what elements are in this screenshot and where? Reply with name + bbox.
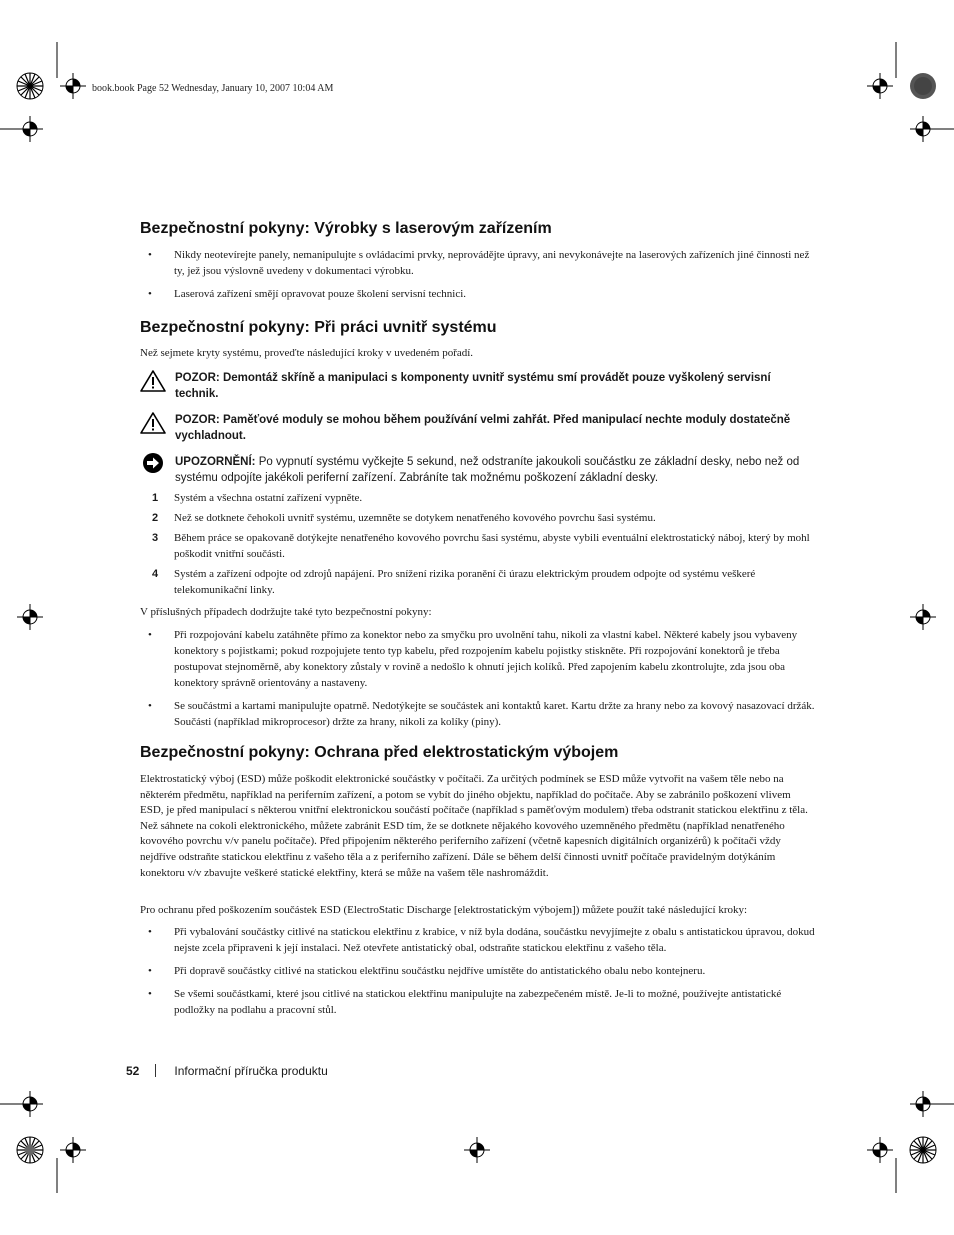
step-text: Než se dotknete čehokoli uvnitř systému, uzemněte se dotykem nenatřeného kovového povrchu šasi systému. [174,512,656,524]
step-number: 2 [152,512,159,524]
esd-paragraph-1: Elektrostatický výboj (ESD) může poškodit elektronické součástky v počítači. Za určitých podmínek se ESD může vytvořit na vašem těle nebo na některém předmětu, například na periferním zařízení, a potom se vybít do jiného objektu, například do počítače. Aby se zabránilo poškození vlivem ESD, je před manipulací s některou vnitřní elektronickou součástí počítače (například s paměťovým modulem) třeba odstranit statickou elektřinu z těla. Než sáhnete na cokoli elektronického, můžete zabránit ESD tím, že se dotknete nějakého kovového uzemněného předmětu (například nenatřeného kovového povrchu v/v panelu počítače). Před připojením některého periferního zařízení (včetně kapesních digitálních organizérů) k počítači vždy nejdříve odstraňte statickou elektřinu z vašeho těla a z periferního zařízení. Dále se během delší činnosti uvnitř počítače pravidelným dotýkáním konektoru v/v zbavujte veškeré statické elektřiny, která se může na vašem těle nashromáždit. [140,773,808,879]
section-heading-inside-system: Bezpečnostní pokyny: Při práci uvnitř systému [140,319,497,336]
list-item [140,530,820,562]
caution-notice-2 [140,412,800,444]
laser-bullet-list [140,247,820,309]
caution-label: POZOR: [175,414,220,426]
warning-triangle-icon [140,412,166,434]
list-item: • Nikdy neotevírejte panely, nemanipulujte s ovládacími prvky, neprovádějte úpravy, ani nevykonávejte na laserových zařízeních jiné činnosti než ty, jež jsou výslovně uvedeny v dokumentaci výrobku. [140,247,820,279]
steps-list [140,490,820,602]
esd-bullet-list [140,924,820,1025]
list-item: • Při vybalování součástky citlivé na statickou elektřinu z krabice, v níž byla dodána, součástku nevyjímejte z obalu s antistatickou úpravou, dokud nejste zcela připraveni k její instalaci. Než otevřete antistatický obal, odstraňte statickou elektřinu z vašeho těla. [140,924,820,956]
page-number: 52 [126,1064,140,1078]
step-number: 1 [152,492,159,504]
list-item: • Se všemi součástkami, které jsou citlivé na statickou elektřinu manipulujte na zabezpečeném místě. Je-li to možné, používejte antistatické podložky na podlahu a pracovní stůl. [140,986,820,1018]
caution-text: Demontáž skříně a manipulaci s komponenty uvnitř systému smí provádět pouze vyškolený servisní technik. [175,372,771,400]
step-number: 3 [152,532,159,544]
list-item [140,490,820,506]
step-text: Systém a všechna ostatní zařízení vypněte. [174,492,363,504]
list-item: • Laserová zařízení smějí opravovat pouze školení servisní technici. [140,286,820,302]
caution-text: Paměťové moduly se mohou během používání velmi zahřát. Před manipulací nechte moduly dostatečně vychladnout. [175,414,791,442]
page-footer [126,1064,328,1078]
also-intro-text: V příslušných případech dodržujte také tyto bezpečnostní pokyny: [140,606,432,618]
print-header: book.book Page 52 Wednesday, January 10, 2007 10:04 AM [92,83,334,94]
list-item: • Při dopravě součástky citlivé na statickou elektřinu součástku nejdříve umístěte do antistatického obalu nebo kontejneru. [140,963,820,979]
list-item: • Při rozpojování kabelu zatáhněte přímo za konektor nebo za smyčku pro uvolnění tahu, nikoli za vlastní kabel. Některé kabely jsou vybaveny konektory s pojistkami; pokud rozpojujete tento typ kabelu, před rozpojením kabelu pojistky stiskněte. Při rozpojování konektorů je třeba postupovat stejnoměrně, aby konektory zůstaly v rovině a nedošlo k ohnutí jejich kolíků. Před zapojením kabelu zkontrolujte, zda jsou oba konektory správně orientovány a nastaveny. [140,627,820,691]
esd-paragraph-2: Pro ochranu před poškozením součástek ESD (ElectroStatic Discharge [elektrostatickým výbojem]) můžete použít také následující kroky: [140,904,748,916]
caution-notice-1 [140,370,800,402]
footer-title: Informační příručka produktu [174,1064,328,1078]
section-heading-esd: Bezpečnostní pokyny: Ochrana před elektrostatickým výbojem [140,744,619,761]
warning-triangle-icon [140,370,166,392]
intro-text: Než sejmete kryty systému, proveďte následující kroky v uvedeném pořadí. [140,347,474,359]
list-item [140,510,820,526]
notice-text: Po vypnutí systému vyčkejte 5 sekund, než odstraníte jakoukoli součástku ze základní desky, nebo než od systému odpojíte jakékoli periferní zařízení. Zabráníte tak možnému poškození základní desky. [175,456,800,484]
list-item [140,566,820,598]
inside-system-bullet-list [140,627,820,737]
step-text: Během práce se opakovaně dotýkejte nenatřeného kovového povrchu šasi systému, abyste vybili eventuální elektrostatický náboj, který by mohl poškodit vnitřní součásti. [174,532,810,560]
upozorneni-notice [140,454,800,486]
step-number: 4 [152,568,159,580]
step-text: Systém a zařízení odpojte od zdrojů napájení. Pro snížení rizika poranění či úrazu elektrickým proudem odpojte od systému veškeré telekomunikační linky. [174,568,756,596]
notice-arrow-icon [142,452,164,474]
section-heading-laser: Bezpečnostní pokyny: Výrobky s laserovým zařízením [140,220,552,237]
footer-divider [155,1064,156,1077]
notice-label: UPOZORNĚNÍ: [175,456,256,468]
list-item: • Se součástmi a kartami manipulujte opatrně. Nedotýkejte se součástek ani kontaktů karet. Kartu držte za hrany nebo za kovový nasazovací držák. Součásti (například mikroprocesor) držte za hrany, nikoli za kolíky (piny). [140,698,820,730]
caution-label: POZOR: [175,372,220,384]
